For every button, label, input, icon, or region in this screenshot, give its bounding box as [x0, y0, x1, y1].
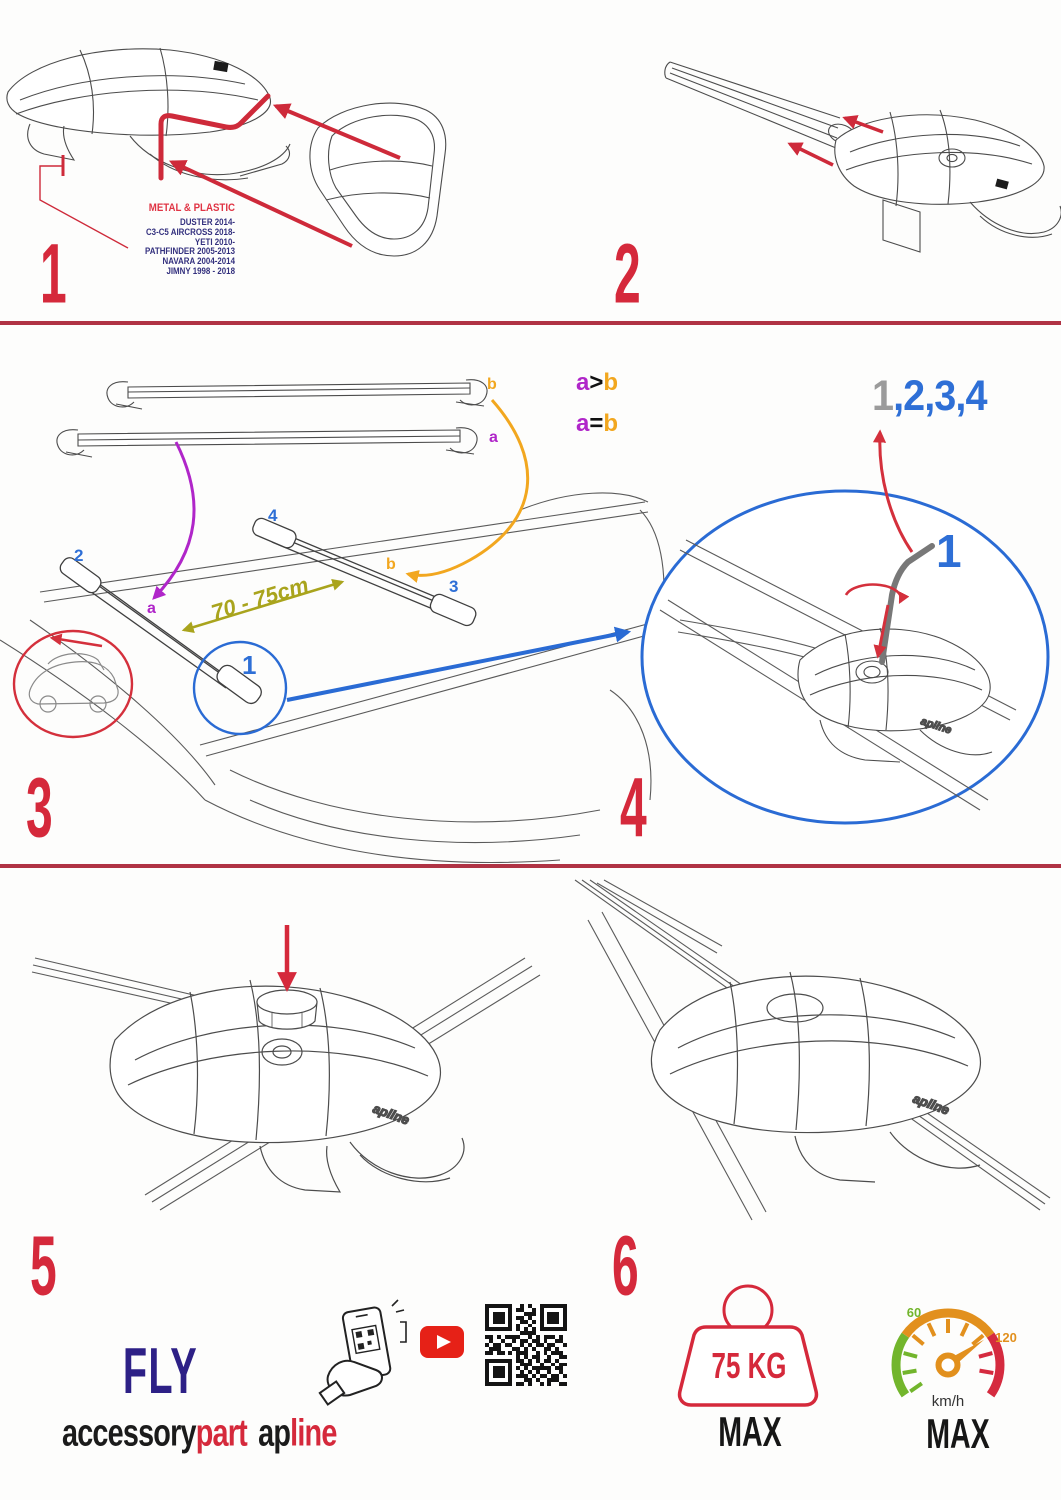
step-4-number: 4: [620, 760, 646, 855]
foot-logo-text: apline: [919, 715, 954, 737]
step-3-number: 3: [26, 760, 52, 855]
distance-label: 70 - 75cm: [208, 571, 312, 626]
loose-crossbars-drawing: [57, 380, 487, 457]
step-5-number: 5: [30, 1218, 56, 1313]
model-item: C3-C5 AIRCROSS 2018-: [145, 226, 235, 237]
step-2-number: 2: [614, 226, 640, 321]
crossbar-drawing: [665, 62, 859, 148]
foot-logo-text: apline: [370, 1100, 412, 1128]
cap-drawing: [257, 990, 317, 1029]
tightening-sequence: 1,2,3,4: [872, 372, 987, 420]
qr-code: [485, 1304, 567, 1386]
rule-a-eq-b: a=b: [576, 410, 619, 437]
car-roof-drawing: [0, 493, 666, 863]
detail-number-1: 1: [936, 525, 962, 577]
rule-a-gt-b: a>b: [576, 369, 619, 396]
tightening-detail-drawing: [620, 390, 1061, 860]
speed-60-label: 60: [906, 1305, 922, 1320]
roof-mounting-drawing: [0, 330, 670, 870]
model-item: JIMNY 1998 - 2018: [166, 265, 235, 276]
roof-bar-a-label: a: [147, 600, 156, 617]
foot-number-2: 2: [74, 546, 84, 565]
foot-logo-text: apline: [910, 1090, 952, 1118]
brand-wordmark: accessorypart apline: [62, 1410, 337, 1454]
max-speed-caption: MAX: [926, 1410, 990, 1457]
model-item: PATHFINDER 2005-2013: [145, 246, 235, 257]
cover-piece-drawing: [310, 103, 446, 256]
foot-drawing: [651, 972, 980, 1182]
cap-install-drawing: [20, 880, 540, 1220]
section-divider-top: [0, 321, 1061, 325]
bar-a-label: a: [489, 429, 498, 446]
cap-installed-drawing: [540, 880, 1061, 1220]
youtube-icon: [420, 1326, 464, 1358]
foot-number-4: 4: [268, 506, 278, 525]
foot-number-3: 3: [449, 577, 459, 596]
roof-bar-b-label: b: [386, 556, 396, 573]
max-load-value: 75 KG: [711, 1345, 787, 1386]
speed-unit-label: km/h: [931, 1393, 965, 1410]
foot-drawing: [835, 110, 1061, 252]
bar-b-label: b: [487, 376, 497, 393]
compatible-models-list: [112, 218, 235, 277]
phone-scan-icon: [318, 1298, 408, 1408]
material-label: METAL & PLASTIC: [148, 202, 235, 214]
step-1-number: 1: [40, 226, 66, 321]
model-item: NAVARA 2004-2014: [162, 256, 235, 267]
step-6-number: 6: [612, 1218, 638, 1313]
bar-foot-insert-drawing: [640, 40, 1061, 310]
section-divider-bottom: [0, 864, 1061, 868]
mounted-crossbars-drawing: [57, 516, 478, 706]
foot-number-1: 1: [242, 650, 257, 680]
speed-120-label: 120: [995, 1330, 1017, 1345]
model-item: YETI 2010-: [194, 236, 235, 247]
car-direction-badge: [14, 631, 132, 737]
model-item: DUSTER 2014-: [179, 217, 235, 227]
speedometer-icon: [880, 1290, 1030, 1420]
product-name: FLY: [122, 1333, 198, 1408]
bar-length-rules: [576, 362, 618, 444]
max-load-caption: MAX: [718, 1408, 782, 1455]
